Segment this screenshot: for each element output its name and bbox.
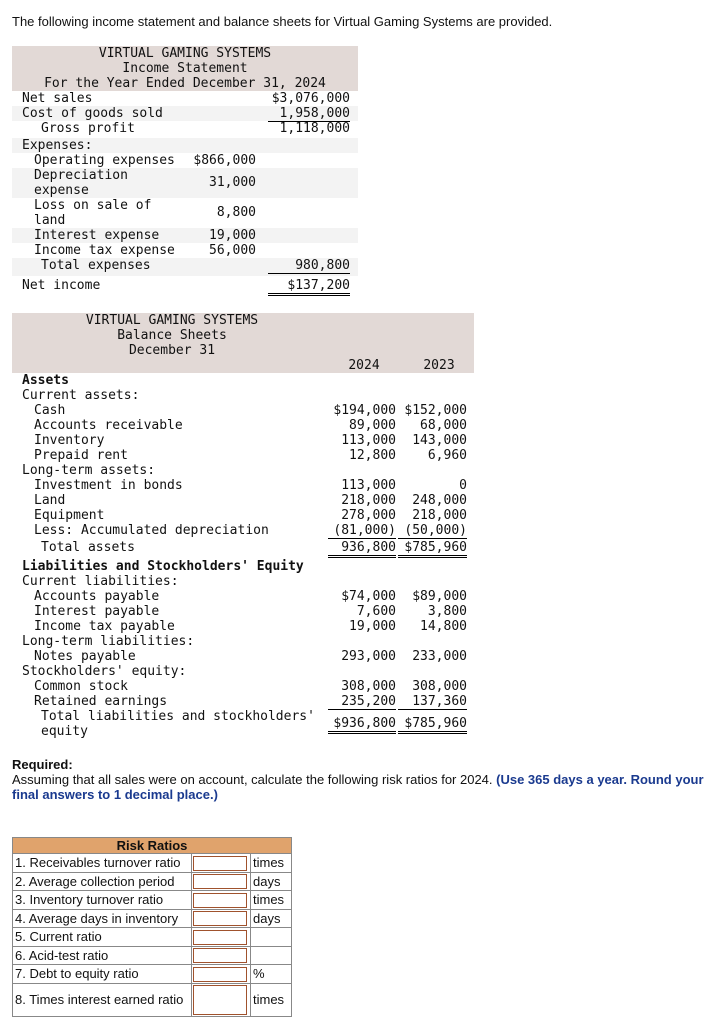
ratio-input-cell <box>192 891 251 910</box>
amount-2023: 137,360 <box>398 694 467 710</box>
balance-row <box>12 589 474 604</box>
row-label: Net income <box>22 278 101 293</box>
balance-row <box>12 463 474 478</box>
row-label: Net sales <box>22 91 93 106</box>
balance-row <box>12 448 474 463</box>
amount-2024: 7,600 <box>356 604 396 619</box>
balance-row <box>12 388 474 403</box>
row-label: Accounts receivable <box>34 418 183 433</box>
intro-text: The following income statement and balance sheets for Virtual Gaming Systems are provided. <box>12 14 553 29</box>
income-statement-header <box>12 46 358 91</box>
amount-2024: 19,000 <box>349 619 396 634</box>
row-label: Current assets: <box>22 388 140 403</box>
income-row <box>12 258 358 276</box>
company-name: VIRTUAL GAMING SYSTEMS <box>98 46 272 61</box>
income-statement <box>12 46 358 298</box>
ratio-label: 8. Times interest earned ratio <box>13 983 192 1016</box>
row-label: Assets <box>22 373 69 388</box>
ratio-unit <box>251 928 292 947</box>
amount-detail: 31,000 <box>209 175 256 190</box>
ratio-answer-input[interactable] <box>193 856 247 871</box>
amount-2024: 89,000 <box>349 418 396 433</box>
balance-row <box>12 523 474 538</box>
amount-2023: 68,000 <box>420 418 467 433</box>
risk-ratio-row <box>13 946 292 965</box>
required-section <box>12 757 712 802</box>
amount-2024: 235,200 <box>328 694 396 710</box>
ratio-answer-input[interactable] <box>193 893 247 908</box>
ratio-unit: times <box>251 854 292 873</box>
row-label: Prepaid rent <box>34 448 128 463</box>
amount-2023: $785,960 <box>398 716 467 734</box>
risk-ratio-row <box>13 909 292 928</box>
amount-2024: 278,000 <box>341 508 396 523</box>
amount-total: 1,958,000 <box>268 106 350 122</box>
amount-2023: $785,960 <box>398 540 467 558</box>
row-label: Depreciation expense <box>34 168 128 198</box>
balance-row <box>12 574 474 589</box>
row-label: Stockholders' equity: <box>22 664 187 679</box>
amount-2024: 113,000 <box>341 433 396 448</box>
row-label: Interest expense <box>34 228 160 243</box>
ratio-label: 5. Current ratio <box>13 928 192 947</box>
ratio-label: 6. Acid-test ratio <box>13 946 192 965</box>
amount-detail: 8,800 <box>216 205 256 220</box>
balance-row <box>12 634 474 649</box>
row-label: Current liabilities: <box>22 574 179 589</box>
ratio-answer-input[interactable] <box>193 985 247 1015</box>
ratio-input-cell <box>192 928 251 947</box>
balance-row <box>12 373 474 388</box>
row-label: Liabilities and Stockholders' Equity <box>22 559 304 574</box>
amount-2023: $152,000 <box>404 403 467 418</box>
ratio-input-cell <box>192 854 251 873</box>
balance-row <box>12 540 474 555</box>
year-2024: 2024 <box>348 358 380 373</box>
row-label: Interest payable <box>34 604 160 619</box>
row-label: Income tax payable <box>34 619 175 634</box>
ratio-unit: times <box>251 983 292 1016</box>
amount-total: 1,118,000 <box>279 121 350 136</box>
risk-ratios-title: Risk Ratios <box>13 838 292 854</box>
income-row <box>12 91 358 106</box>
balance-row <box>12 508 474 523</box>
ratio-answer-input[interactable] <box>193 874 247 889</box>
balance-sheet <box>12 313 474 746</box>
statement-period: For the Year Ended December 31, 2024 <box>44 76 326 91</box>
risk-ratio-row <box>13 872 292 891</box>
amount-2023: 14,800 <box>420 619 467 634</box>
amount-2024: 308,000 <box>341 679 396 694</box>
balance-row <box>12 694 474 709</box>
row-label: Income tax expense <box>34 243 175 258</box>
ratio-input-cell <box>192 909 251 928</box>
statement-title: Income Statement <box>122 61 248 76</box>
amount-2023: 143,000 <box>412 433 467 448</box>
row-label: Notes payable <box>34 649 136 664</box>
row-label: Expenses: <box>22 138 93 153</box>
ratio-input-cell <box>192 983 251 1016</box>
amount-2023: 218,000 <box>412 508 467 523</box>
risk-ratio-row <box>13 854 292 873</box>
amount-total: 980,800 <box>268 258 350 274</box>
risk-ratio-row <box>13 928 292 947</box>
ratio-input-cell <box>192 965 251 984</box>
row-label: Less: Accumulated depreciation <box>34 523 269 538</box>
ratio-answer-input[interactable] <box>193 911 247 926</box>
amount-2023: 3,800 <box>427 604 467 619</box>
amount-detail: $866,000 <box>193 153 256 168</box>
ratio-input-cell <box>192 872 251 891</box>
required-heading: Required: <box>12 757 73 772</box>
row-label: Long-term liabilities: <box>22 634 195 649</box>
ratio-unit: days <box>251 872 292 891</box>
income-row <box>12 106 358 121</box>
row-label: Total assets <box>41 540 135 555</box>
required-text: Assuming that all sales were on account, calculate the following risk ratios for 2024. <box>12 772 497 787</box>
amount-2024: 12,800 <box>349 448 396 463</box>
risk-ratio-row <box>13 983 292 1016</box>
income-row <box>12 153 358 168</box>
row-label: Investment in bonds <box>34 478 183 493</box>
company-name: VIRTUAL GAMING SYSTEMS <box>85 313 259 328</box>
risk-ratio-row <box>13 891 292 910</box>
balance-row <box>12 478 474 493</box>
row-label: Operating expenses <box>34 153 175 168</box>
required-instruction: (Use 365 days a year. Round your final answers to 1 decimal place.) <box>12 772 704 802</box>
balance-row <box>12 679 474 694</box>
amount-2023: 248,000 <box>412 493 467 508</box>
amount-2024: $194,000 <box>333 403 396 418</box>
statement-title: Balance Sheets <box>117 328 227 343</box>
balance-row <box>12 433 474 448</box>
ratio-answer-input[interactable] <box>193 930 247 945</box>
income-row <box>12 198 358 228</box>
ratio-label: 3. Inventory turnover ratio <box>13 891 192 910</box>
balance-row <box>12 418 474 433</box>
amount-2024: (81,000) <box>328 523 396 539</box>
ratio-unit: days <box>251 909 292 928</box>
balance-sheet-header <box>12 313 474 373</box>
row-label: Cash <box>34 403 66 418</box>
row-label: Long-term assets: <box>22 463 156 478</box>
year-2023: 2023 <box>423 358 455 373</box>
ratio-unit <box>251 946 292 965</box>
row-label: Retained earnings <box>34 694 168 709</box>
amount-detail: 19,000 <box>209 228 256 243</box>
ratio-answer-input[interactable] <box>193 948 247 963</box>
amount-2023: 0 <box>459 478 467 493</box>
row-label: Inventory <box>34 433 105 448</box>
ratio-input-cell <box>192 946 251 965</box>
amount-2024: 293,000 <box>341 649 396 664</box>
amount-2023: 6,960 <box>427 448 467 463</box>
balance-row <box>12 559 474 574</box>
amount-2024: 113,000 <box>341 478 396 493</box>
balance-row <box>12 619 474 634</box>
balance-row <box>12 604 474 619</box>
row-label: Cost of goods sold <box>22 106 163 121</box>
ratio-label: 4. Average days in inventory <box>13 909 192 928</box>
income-row <box>12 138 358 153</box>
balance-row <box>12 709 474 739</box>
income-row <box>12 168 358 198</box>
ratio-label: 1. Receivables turnover ratio <box>13 854 192 873</box>
balance-row <box>12 664 474 679</box>
risk-ratios-table <box>12 837 292 1017</box>
ratio-label: 7. Debt to equity ratio <box>13 965 192 984</box>
row-label: Gross profit <box>41 121 135 136</box>
row-label: Total expenses <box>41 258 151 273</box>
amount-2024: $74,000 <box>341 589 396 604</box>
income-row <box>12 278 358 298</box>
amount-detail: 56,000 <box>178 243 256 259</box>
amount-2023: (50,000) <box>398 523 467 539</box>
amount-2023: $89,000 <box>412 589 467 604</box>
amount-total: $3,076,000 <box>271 91 350 106</box>
amount-2024: 218,000 <box>341 493 396 508</box>
statement-date: December 31 <box>128 343 216 358</box>
amount-total: $137,200 <box>268 278 350 296</box>
ratio-unit: % <box>251 965 292 984</box>
balance-row <box>12 403 474 418</box>
amount-2023: 233,000 <box>412 649 467 664</box>
row-label: Land <box>34 493 66 508</box>
row-label: Total liabilities and stockholders' equity <box>41 709 315 739</box>
amount-2023: 308,000 <box>412 679 467 694</box>
ratio-unit: times <box>251 891 292 910</box>
income-row <box>12 228 358 243</box>
ratio-label: 2. Average collection period <box>13 872 192 891</box>
amount-2024: $936,800 <box>328 716 396 734</box>
income-row <box>12 121 358 138</box>
row-label: Loss on sale of land <box>34 198 152 228</box>
balance-row <box>12 649 474 664</box>
balance-row <box>12 493 474 508</box>
risk-ratio-row <box>13 965 292 984</box>
row-label: Equipment <box>34 508 105 523</box>
row-label: Common stock <box>34 679 128 694</box>
ratio-answer-input[interactable] <box>193 967 247 982</box>
amount-2024: 936,800 <box>328 540 396 558</box>
row-label: Accounts payable <box>34 589 160 604</box>
income-row <box>12 243 358 258</box>
